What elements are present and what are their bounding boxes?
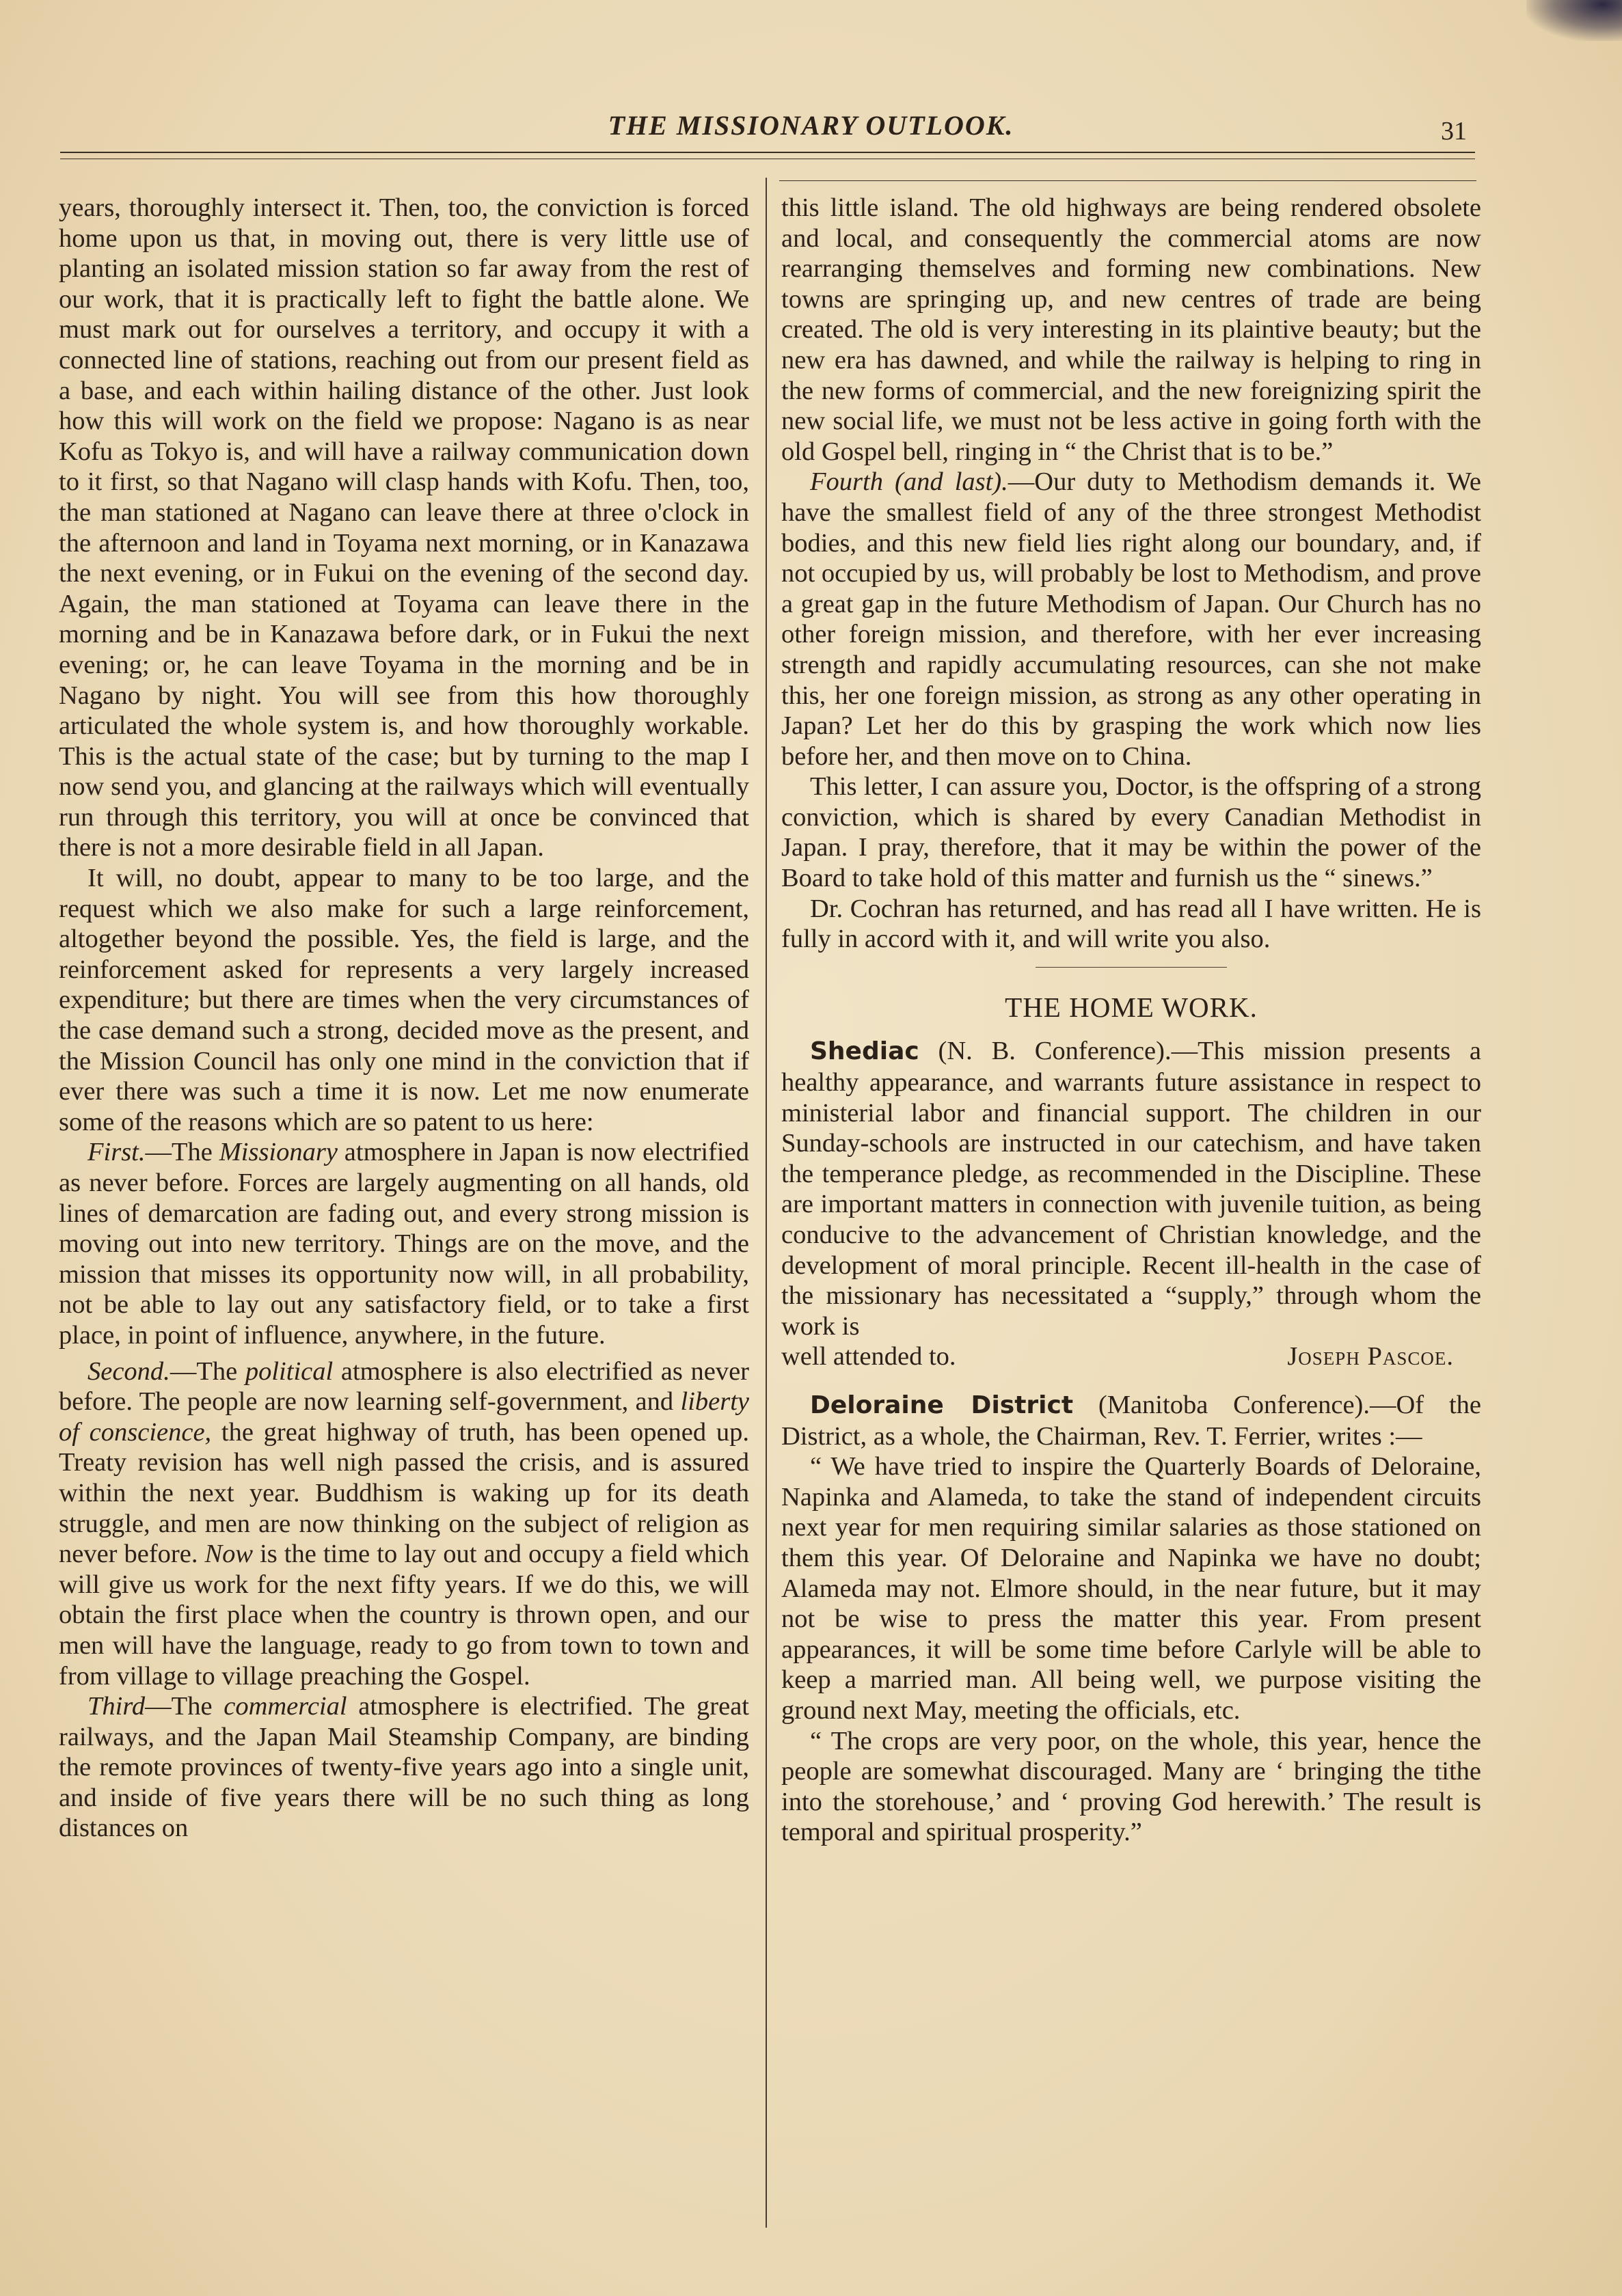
running-header-title: THE MISSIONARY OUTLOOK.	[608, 110, 1014, 141]
third-emphasis: commercial	[224, 1692, 347, 1721]
third-text-a: —The	[145, 1692, 224, 1721]
third-text-b: atmosphere is electrified. The great railways, and the Japan Mail Steamship Company, are binding the remote provinces of twenty-five years ago into a single unit, and inside of five years there will be no such thing as long distances on	[59, 1692, 749, 1843]
right-column-top-rule	[779, 180, 1476, 181]
paragraph-continuation: years, thoroughly intersect it. Then, too, the conviction is forced home upon us that, in moving out, there is very little use of planting an isolated mission station so far away from the rest of our work, that it is practically left to fight the battle alone. We must mark out for ourselves a territory, and occupy it with a connected line of stations, reaching out from our present field as a base, and each within hailing distance of the other. Just look how this will work on the field we propose: Nagano is as near Kofu as Tokyo is, and will have a railway communication down to it first, so that Nagano will clasp hands with Kofu. Then, too, the man stationed at Nagano can leave there at three o'clock in the afternoon and land in Toyama next morning, or in Kanazawa the next evening, or in Fukui on the evening of the second day. Again, the man stationed at Toyama can leave there in the morning and be in Kanazawa before dark, or in Fukui the next evening; or, he can leave Toyama in the morning and be in Nagano by night. You will see from this how thoroughly articulated the whole system is, and how thoroughly workable. This is the actual state of the case; but by turning to the map I now send you, and glancing at the railways which will eventually run through this territory, you will at once be convinced that there is not a more desirable field in all Japan.	[59, 193, 749, 862]
shediac-signature: Joseph Pascoe.	[1287, 1342, 1454, 1371]
fourth-text: —Our duty to Methodism demands it. We have the smallest field of any of the three strongest Methodist bodies, and this new field lies right along our boundary, and, if not occupied by us, will probably be lost to Methodism, and prove a great gap in the future Methodism of Japan. Our Church has no other foreign mission, and therefore, with her ever increasing strength and rapidly accumulating resources, can she not make this, her one foreign mission, as strong as any other operating in Japan? Let her do this by grasping the work which now lies before her, and then move on to China.	[781, 467, 1482, 771]
header-rule	[60, 152, 1475, 153]
second-label: Second.	[87, 1356, 170, 1386]
deloraine-heading: Deloraine District	[810, 1391, 1074, 1419]
first-text-b: atmosphere in Japan is now electrified as never before. Forces are largely augmenting on all hands, old lines of demarcation are fading out, and every strong mission is moving out into new territory. Things are on the move, and the mission that misses its opportunity now will, in all probability, not be able to lay out any satisfactory field, or to take a first place, in point of influence, anywhere, in the future.	[59, 1138, 749, 1350]
paragraph-deloraine	[781, 1390, 1481, 1451]
paragraph-request: It will, no doubt, appear to many to be too large, and the request which we also make for such a large reinforcement, altogether beyond the possible. Yes, the field is large, and the reinforcement asked for represents a very largely increased expenditure; but there are times when the very circumstances of the case demand such a strong, decided move as the present, and the Mission Council has only one mind in the conviction that if ever there was such a time it is now. Let me now enumerate some of the reasons which are so patent to us here:	[59, 864, 749, 1136]
binding-stain	[1526, 0, 1622, 41]
left-column	[59, 193, 749, 1844]
shediac-text: (N. B. Conference).—This mission presents a healthy appearance, and warrants future assistance in respect to ministerial labor and financial support. The children in our Sunday-schools are instructed in our catechism, and have taken the temperance pledge, as recommended in the Discipline. These are important matters in connection with juvenile tuition, as being conducive to the advancement of Christian knowledge, and the development of moral principle. Recent ill-health in the case of the missionary has necessitated a “supply,” through whom the work is	[781, 1037, 1481, 1341]
shediac-last-line: well attended to.	[781, 1342, 956, 1371]
second-text-d: is the time to lay out and occupy a field which will give us work for the next fifty years. If we do this, we will obtain the first place when the country is thrown open, and our men will have the language, ready to go from town to town and from village to village preaching the Gospel.	[59, 1540, 749, 1691]
deloraine-text: (Manitoba Conference).—Of the District, as a whole, the Chairman, Rev. T. Ferrier, writes :—	[781, 1390, 1481, 1451]
paragraph-cochran: Dr. Cochran has returned, and has read all I have written. He is fully in accord with it, and will write you also.	[781, 894, 1481, 954]
fourth-label: Fourth (and last).	[810, 467, 1008, 497]
right-column	[781, 193, 1481, 1848]
paragraph-quote-crops: “ The crops are very poor, on the whole, this year, hence the people are somewhat discouraged. Many are ‘ bringing the tithe into the storehouse,’ and ‘ proving God herewith.’ The result is temporal and spiritual prosperity.”	[781, 1726, 1481, 1847]
column-divider	[766, 178, 767, 2228]
paragraph-island: this little island. The old highways are being rendered obsolete and local, and consequently the commercial atoms are now rearranging themselves and forming new combinations. New towns are springing up, and new centres of trade are being created. The old is very interesting in its plaintive beauty; but the new era has dawned, and while the railway is helping to ring in the new forms of commercial, and the new foreignizing spirit the new social life, we must not be less active in going forth with the old Gospel bell, ringing in “ the Christ that is to be.”	[781, 193, 1481, 466]
section-separator	[1036, 967, 1227, 968]
first-emphasis: Missionary	[219, 1138, 338, 1167]
page-number: 31	[1441, 117, 1467, 146]
paragraph-third-reason	[59, 1691, 749, 1844]
paragraph-letter: This letter, I can assure you, Doctor, is the offspring of a strong conviction, which is shared by every Canadian Methodist in Japan. I pray, therefore, that it may be within the power of the Board to take hold of this matter and furnish us the “ sinews.”	[781, 772, 1481, 893]
first-label: First.	[87, 1138, 146, 1167]
paragraph-shediac	[781, 1036, 1481, 1341]
second-emphasis-now: Now	[204, 1540, 254, 1569]
first-text-a: —The	[145, 1138, 219, 1167]
paragraph-first-reason	[59, 1137, 749, 1350]
shediac-heading: Shediac	[810, 1037, 919, 1066]
second-text-b: atmosphere is also electrified as never before. The people are now learning self-government, and	[59, 1356, 750, 1417]
paragraph-quote-boards: “ We have tried to inspire the Quarterly Boards of Deloraine, Napinka and Alameda, to take the stand of independent circuits next year for men requiring similar salaries as those stationed on them this year. Of Deloraine and Napinka we have no doubt; Alameda may not. Elmore should, in the near future, but it may not be wise to press the matter this year. From present appearances, it will be some time before Carlyle will be able to keep a married man. All being well, we purpose visiting the ground next May, meeting the officials, etc.	[781, 1452, 1481, 1725]
second-emphasis-liberty: liberty of conscience,	[59, 1387, 749, 1447]
paragraph-second-reason	[59, 1356, 749, 1692]
third-label: Third	[87, 1692, 146, 1721]
second-text-c: the great highway of truth, has been opened up. Treaty revision has well nigh passed the crisis, and is assured within the next year. Buddhism is waking up for its death struggle, and men are now thinking on the subject of religion as never before.	[59, 1417, 749, 1569]
second-emphasis-political: political	[245, 1356, 334, 1386]
shediac-signature-line	[781, 1341, 1481, 1372]
paragraph-fourth-reason	[781, 467, 1481, 771]
second-text-a: —The	[170, 1356, 245, 1386]
section-title-home-work: THE HOME WORK.	[1005, 991, 1258, 1023]
